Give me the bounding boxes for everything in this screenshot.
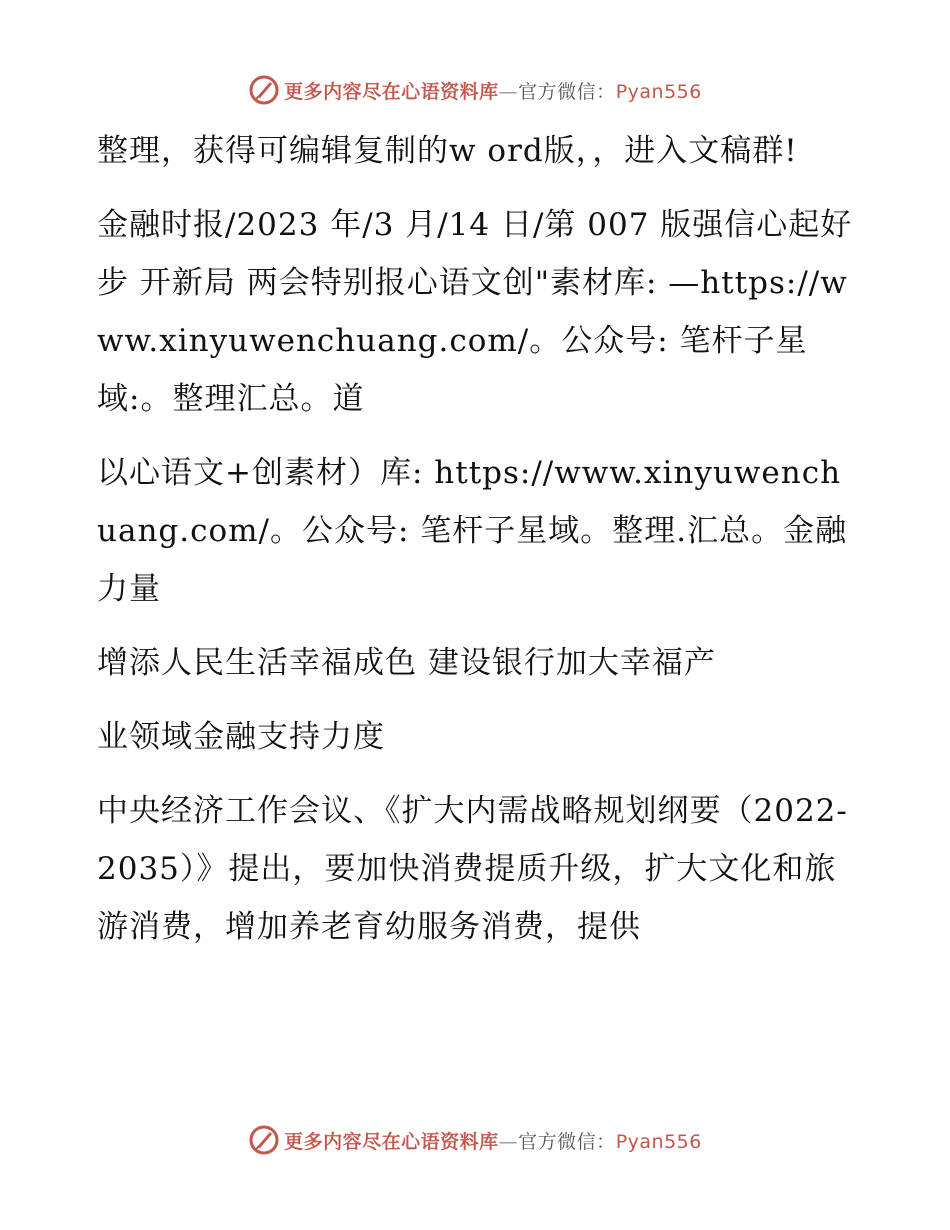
banner-dash: — [498,80,519,103]
banner-dash: — [498,1130,519,1153]
paragraph-1: 整理，获得可编辑复制的w ord版，，进入文稿群! [97,133,798,169]
document-body [97,122,857,972]
paragraph-5: 业领域金融支持力度 [97,719,385,755]
banner-wechat-label: 官方微信： [518,1130,616,1153]
paragraph-3: 以心语文+创素材）库: https://www.xinyuwenchuang.com/。公众号: 笔杆子星域。整理.汇总。金融力量 [97,455,848,607]
header-banner [0,70,950,110]
banner-main-text: 更多内容尽在心语资料库 [284,1130,499,1153]
paragraph-2: 金融时报/2023 年/3 月/14 日/第 007 版强信心起好步 开新局 两会特别报心语文创"素材库: —https://www.xinyuwenchuang.com/。公众号: 笔杆子星域:。整理汇总。道 [97,207,853,417]
banner-text [284,77,702,104]
feather-logo-icon [248,74,280,106]
banner-text [284,1127,702,1154]
banner-wechat-id: Pyan556 [615,80,702,103]
paragraph-6: 中央经济工作会议、《扩大内需战略规划纲要（2022-2035）》提出，要加快消费提质升级，扩大文化和旅游消费，增加养老育幼服务消费，提供 [97,793,848,945]
paragraph-4: 增添人民生活幸福成色 建设银行加大幸福产 [97,645,716,681]
footer-banner [0,1120,950,1160]
banner-main-text: 更多内容尽在心语资料库 [284,80,499,103]
banner-wechat-id: Pyan556 [615,1130,702,1153]
feather-logo-icon [248,1124,280,1156]
banner-wechat-label: 官方微信： [518,80,616,103]
